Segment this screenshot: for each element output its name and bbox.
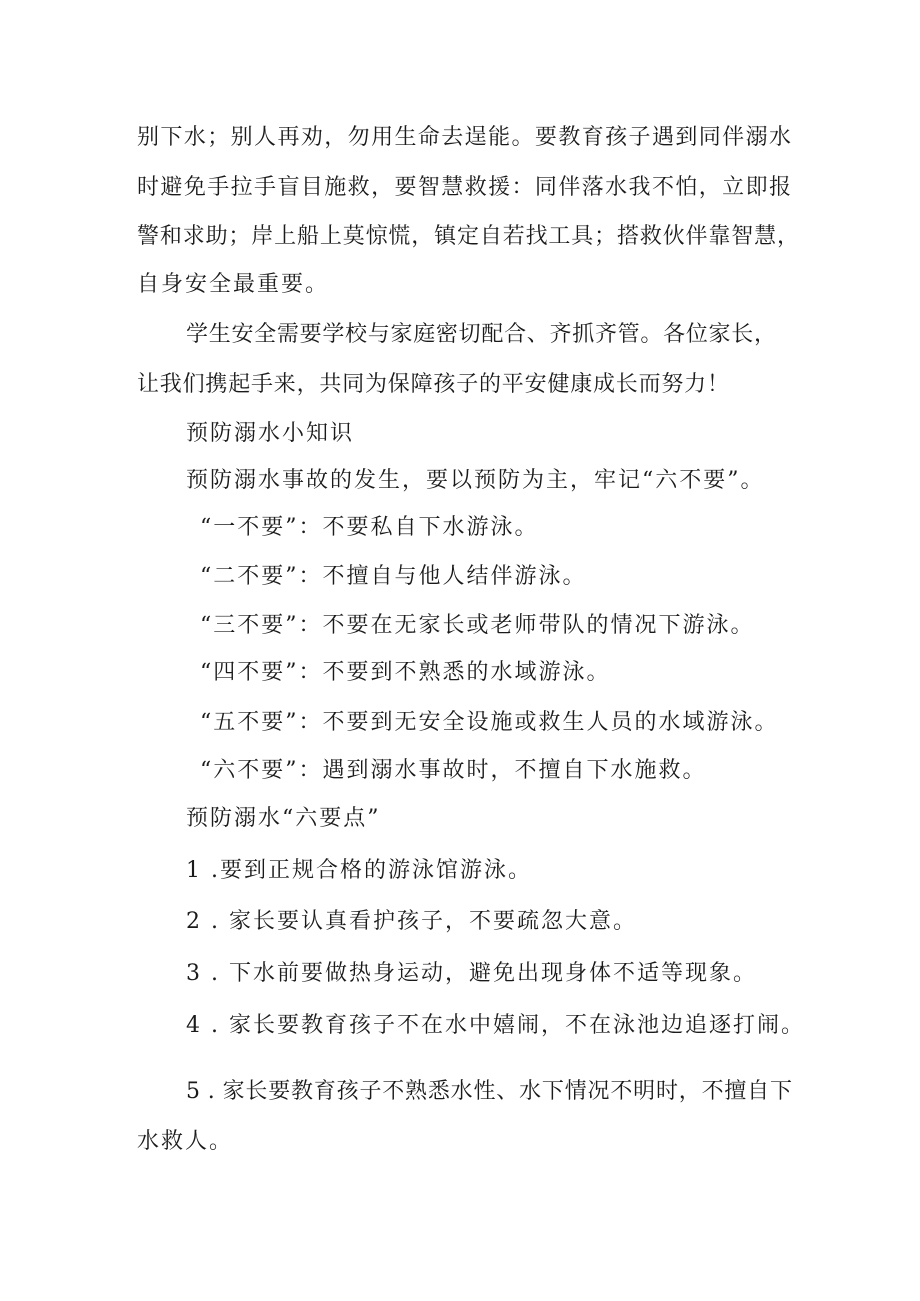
dont-item-4: “四不要”：不要到不熟悉的水域游泳。 bbox=[200, 660, 611, 685]
paragraph-1-line-4: 自身安全最重要。 bbox=[137, 272, 330, 297]
paragraph-1-line-2: 时避免手拉手盲目施救，要智慧救援：同伴落水我不怕，立即报 bbox=[137, 175, 791, 200]
section-1-heading: 预防溺水小知识 bbox=[186, 421, 355, 446]
paragraph-2-line-1: 学生安全需要学校与家庭密切配合、齐抓齐管。各位家长， bbox=[186, 322, 776, 347]
dont-item-1: “一不要”：不要私自下水游泳。 bbox=[200, 515, 539, 540]
section-1-intro: 预防溺水事故的发生，要以预防为主，牢记“六不要”。 bbox=[186, 468, 765, 493]
point-item-2: 2 . 家长要认真看护孩子，不要疏忽大意。 bbox=[186, 909, 637, 934]
point-item-3: 3 . 下水前要做热身运动，避免出现身体不适等现象。 bbox=[186, 961, 757, 986]
dont-item-5: “五不要”：不要到无安全设施或救生人员的水域游泳。 bbox=[200, 710, 779, 735]
point-item-5-line-2: 水救人。 bbox=[137, 1129, 234, 1154]
dont-item-6: “六不要”：遇到溺水事故时，不擅自下水施救。 bbox=[200, 758, 707, 783]
point-item-4: 4 . 家长要教育孩子不在水中嬉闹，不在泳池边追逐打闹。 bbox=[186, 1013, 805, 1038]
section-2-heading: 预防溺水“六要点” bbox=[186, 806, 381, 831]
point-item-1: 1 .要到正规合格的游泳馆游泳。 bbox=[186, 858, 532, 883]
dont-item-3: “三不要”：不要在无家长或老师带队的情况下游泳。 bbox=[200, 613, 755, 638]
paragraph-1-line-3: 警和求助；岸上船上莫惊慌，镇定自若找工具；搭救伙伴靠智慧， bbox=[137, 224, 799, 249]
paragraph-2-line-2: 让我们携起手来，共同为保障孩子的平安健康成长而努力！ bbox=[137, 372, 729, 397]
paragraph-1-line-1: 别下水；别人再劝，勿用生命去逞能。要教育孩子遇到同伴溺水 bbox=[137, 125, 791, 150]
point-item-5-line-1: 5 . 家长要教育孩子不熟悉水性、水下情况不明时，不擅自下 bbox=[186, 1079, 792, 1104]
dont-item-2: “二不要”：不擅自与他人结伴游泳。 bbox=[200, 564, 587, 589]
